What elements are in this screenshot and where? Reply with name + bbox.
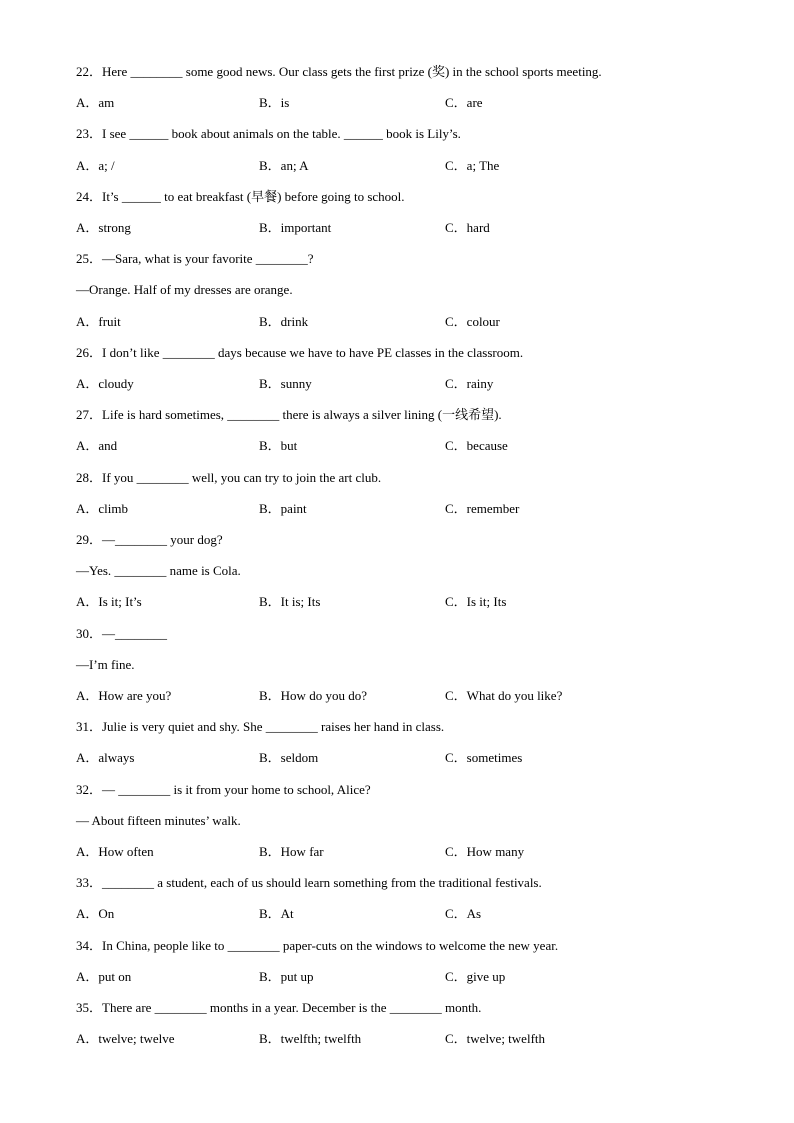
question-stem: 31．Julie is very quiet and shy. She ________ raises her hand in class. [76, 719, 445, 735]
question-stem: 32．— ________ is it from your home to school, Alice? [76, 781, 371, 797]
option-a: A．a; / [76, 157, 115, 173]
option-c: C．a; The [445, 157, 500, 173]
option-b: B．put up [259, 968, 314, 984]
option-b: B．an; A [259, 157, 309, 173]
question-stem: 33．________ a student, each of us should learn something from the traditional festivals. [76, 875, 542, 891]
question-stem: 35．There are ________ months in a year. December is the ________ month. [76, 1000, 482, 1015]
question-dialogue-line: —Orange. Half of my dresses are orange. [76, 282, 293, 298]
option-a: A．On [76, 906, 115, 922]
option-c: C．colour [445, 313, 500, 329]
option-a: A．twelve; twelve [76, 1031, 175, 1047]
question-stem: 30．—________ [76, 625, 168, 641]
option-a: A．and [76, 438, 118, 454]
option-b: B．seldom [259, 750, 319, 766]
option-c: C．are [445, 95, 483, 111]
question-dialogue-line: —I’m fine. [76, 656, 135, 672]
option-b: B．How far [259, 844, 324, 859]
option-c: C．sometimes [445, 750, 523, 766]
question-stem: 25．—Sara, what is your favorite ________? [76, 251, 314, 267]
option-b: B．but [259, 438, 298, 454]
option-b: B．sunny [259, 376, 312, 391]
option-b: B．twelfth; twelfth [259, 1031, 362, 1047]
question-stem: 22．Here ________ some good news. Our class gets the first prize (奖) in the school sports meeting. [76, 64, 602, 79]
option-b: B．How do you do? [259, 688, 367, 703]
option-b: B．paint [259, 500, 307, 516]
option-c: C．As [445, 906, 482, 922]
option-b: B．At [259, 906, 294, 922]
option-b: B．important [259, 220, 332, 235]
option-c: C．What do you like? [445, 688, 563, 703]
option-b: B．is [259, 95, 290, 111]
option-c: C．remember [445, 500, 520, 516]
option-c: C．twelve; twelfth [445, 1031, 546, 1047]
option-b: B．It is; Its [259, 594, 321, 610]
option-c: C．give up [445, 968, 506, 984]
option-c: C．hard [445, 220, 490, 235]
option-c: C．rainy [445, 376, 494, 391]
question-dialogue-line: — About fifteen minutes’ walk. [76, 812, 241, 828]
option-a: A．am [76, 95, 115, 111]
question-stem: 27．Life is hard sometimes, ________ there is always a silver lining (一线希望). [76, 407, 502, 423]
option-a: A．How often [76, 844, 154, 859]
option-c: C．How many [445, 844, 525, 859]
option-a: A．strong [76, 220, 131, 235]
option-c: C．Is it; Its [445, 594, 507, 610]
option-a: A．always [76, 750, 135, 766]
option-a: A．cloudy [76, 376, 134, 391]
option-a: A．climb [76, 500, 128, 516]
question-stem: 24．It’s ______ to eat breakfast (早餐) before going to school. [76, 188, 405, 204]
question-stem: 29．—________ your dog? [76, 532, 223, 547]
option-b: B．drink [259, 313, 309, 329]
option-a: A．put on [76, 968, 132, 984]
option-c: C．because [445, 438, 508, 454]
question-stem: 34．In China, people like to ________ paper-cuts on the windows to welcome the new year. [76, 937, 559, 953]
question-dialogue-line: —Yes. ________ name is Cola. [76, 563, 241, 579]
option-a: A．How are you? [76, 688, 172, 703]
question-stem: 26．I don’t like ________ days because we have to have PE classes in the classroom. [76, 344, 524, 360]
question-stem: 28．If you ________ well, you can try to join the art club. [76, 469, 382, 485]
question-stem: 23．I see ______ book about animals on the table. ______ book is Lily’s. [76, 126, 461, 142]
option-a: A．fruit [76, 313, 121, 329]
option-a: A．Is it; It’s [76, 594, 142, 610]
